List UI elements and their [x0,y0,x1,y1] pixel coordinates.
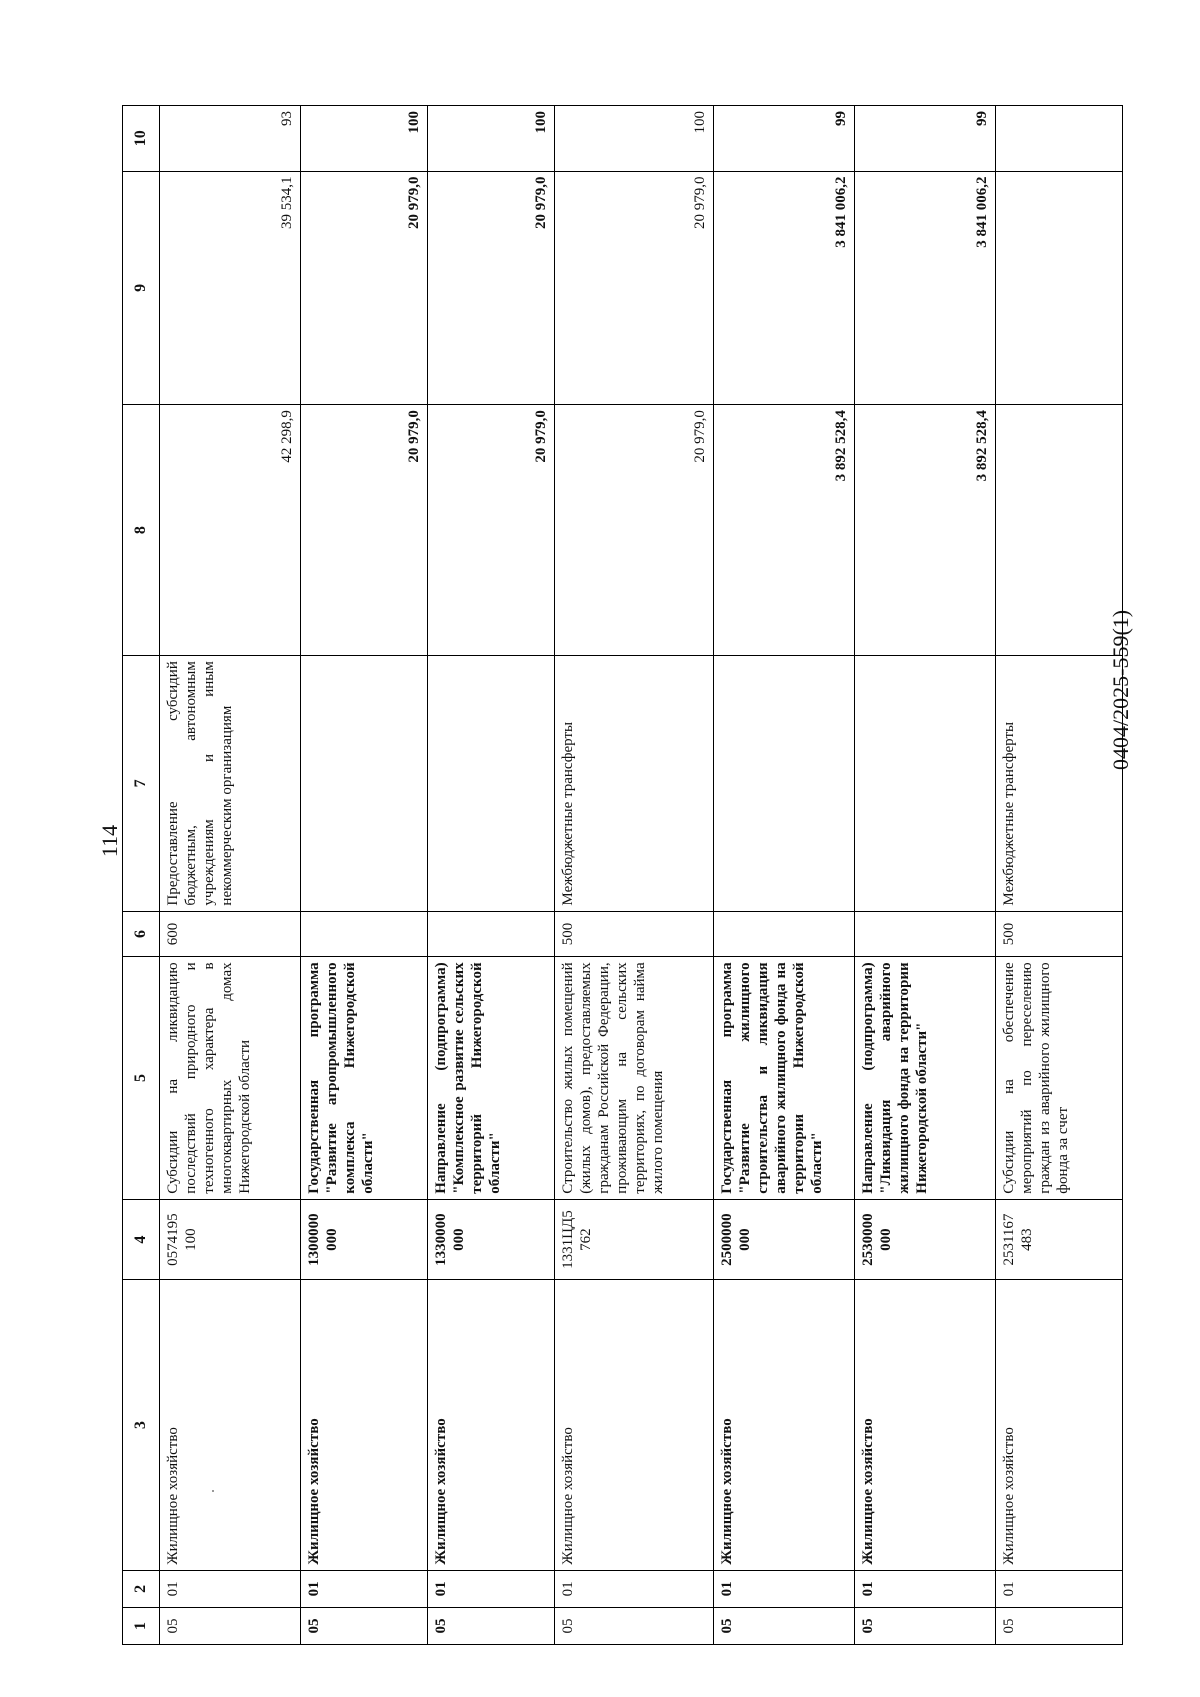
expense-type-code-cell: 500 [996,911,1123,957]
column-header: 2 [123,1570,160,1607]
target-article-code-cell: 0574195 100 [160,1199,301,1280]
expense-type-code-cell [855,911,996,957]
table-row [855,106,996,1645]
column-header: 6 [123,911,160,957]
planned-amount-cell: 3 892 528,4 [855,405,996,656]
execution-percent-cell [996,106,1123,172]
target-article-code-cell: 1331ЦД5 762 [555,1199,714,1280]
article-name-cell: Субсидии на обеспечение мероприятий по переселению граждан из аварийного жилищного фонда за счет [996,957,1123,1199]
column-header: 9 [123,171,160,405]
expense-type-name-cell: Межбюджетные трансферты [996,656,1123,911]
column-header: 1 [123,1607,160,1644]
expense-type-name-cell: Межбюджетные трансферты [555,656,714,911]
subsection-code-cell: 01 [855,1570,996,1607]
expense-type-name-cell [301,656,428,911]
execution-percent-cell: 100 [301,106,428,172]
section-code-cell: 05 [428,1607,555,1644]
executed-amount-cell [996,171,1123,405]
target-article-code-cell: 2500000 000 [714,1199,855,1280]
article-name-cell: Государственная программа "Развитие агропромышленного комплекса Нижегородской области" [301,957,428,1199]
execution-percent-cell: 99 [855,106,996,172]
column-header: 7 [123,656,160,911]
expense-type-code-cell [301,911,428,957]
execution-percent-cell: 99 [714,106,855,172]
section-code-cell: 05 [714,1607,855,1644]
section-name-cell: Жилищное хозяйство [714,1280,855,1570]
article-name-cell: Направление (подпрограмма) "Комплексное развитие сельских территорий Нижегородской области" [428,957,555,1199]
executed-amount-cell: 20 979,0 [555,171,714,405]
target-article-code-cell: 2531167 483 [996,1199,1123,1280]
subsection-code-cell: 01 [301,1570,428,1607]
table-row [714,106,855,1645]
target-article-code-cell: 2530000 000 [855,1199,996,1280]
planned-amount-cell: 20 979,0 [555,405,714,656]
column-header: 10 [123,106,160,172]
section-name-cell: Жилищное хозяйство [301,1280,428,1570]
document-code: 0404/2025-559(1) [1108,609,1133,770]
table-header-row [123,106,160,1645]
section-name-cell: Жилищное хозяйство [855,1280,996,1570]
planned-amount-cell: 20 979,0 [301,405,428,656]
section-name-cell: Жилищное хозяйство [428,1280,555,1570]
execution-percent-cell: 100 [428,106,555,172]
section-name-cell: Жилищное хозяйство [996,1280,1123,1570]
subsection-code-cell: 01 [428,1570,555,1607]
expense-type-code-cell [714,911,855,957]
table-body [160,106,1123,1645]
column-header: 5 [123,957,160,1199]
expense-type-code-cell [428,911,555,957]
planned-amount-cell [996,405,1123,656]
target-article-code-cell: 1300000 000 [301,1199,428,1280]
planned-amount-cell: 42 298,9 [160,405,301,656]
executed-amount-cell: 20 979,0 [428,171,555,405]
table-row [555,106,714,1645]
executed-amount-cell: 3 841 006,2 [855,171,996,405]
article-name-cell: Субсидии на ликвидацию последствий природного и техногенного характера в многоквартирных домах Нижегородской области [160,957,301,1199]
expense-type-code-cell: 600 [160,911,301,957]
column-header: 4 [123,1199,160,1280]
subsection-code-cell: 01 [714,1570,855,1607]
article-name-cell: Государственная программа "Развитие жилищного строительства и ликвидация аварийного жилищного фонда на территории Нижегородской области" [714,957,855,1199]
table-row [160,106,301,1645]
expense-type-name-cell [428,656,555,911]
article-name-cell: Строительство жилых помещений (жилых домов), предоставляемых гражданам Российской Федерации, проживающим на сельских территориях, по договорам найма жилого помещения [555,957,714,1199]
page-number: 114 [97,824,122,858]
table-row [428,106,555,1645]
expense-type-name-cell [855,656,996,911]
subsection-code-cell: 01 [160,1570,301,1607]
expense-type-name-cell [714,656,855,911]
table-row [996,106,1123,1645]
section-code-cell: 05 [301,1607,428,1644]
execution-percent-cell: 93 [160,106,301,172]
subsection-code-cell: 01 [555,1570,714,1607]
executed-amount-cell: 20 979,0 [301,171,428,405]
planned-amount-cell: 3 892 528,4 [714,405,855,656]
subsection-code-cell: 01 [996,1570,1123,1607]
budget-table [122,105,1123,1645]
execution-percent-cell: 100 [555,106,714,172]
target-article-code-cell: 1330000 000 [428,1199,555,1280]
expense-type-name-cell: Предоставление субсидий бюджетным, автономным учреждениям и иным некоммерческим организациям [160,656,301,911]
section-name-cell: Жилищное хозяйство [160,1280,301,1570]
article-name-cell: Направление (подпрограмма) "Ликвидация аварийного жилищного фонда на территории Нижегородской области" [855,957,996,1199]
executed-amount-cell: 3 841 006,2 [714,171,855,405]
executed-amount-cell: 39 534,1 [160,171,301,405]
section-name-cell: Жилищное хозяйство [555,1280,714,1570]
column-header: 3 [123,1280,160,1570]
planned-amount-cell: 20 979,0 [428,405,555,656]
section-code-cell: 05 [555,1607,714,1644]
table-row [301,106,428,1645]
section-code-cell: 05 [160,1607,301,1644]
budget-table-wrapper [122,105,1071,1645]
expense-type-code-cell: 500 [555,911,714,957]
section-code-cell: 05 [855,1607,996,1644]
section-code-cell: 05 [996,1607,1123,1644]
column-header: 8 [123,405,160,656]
